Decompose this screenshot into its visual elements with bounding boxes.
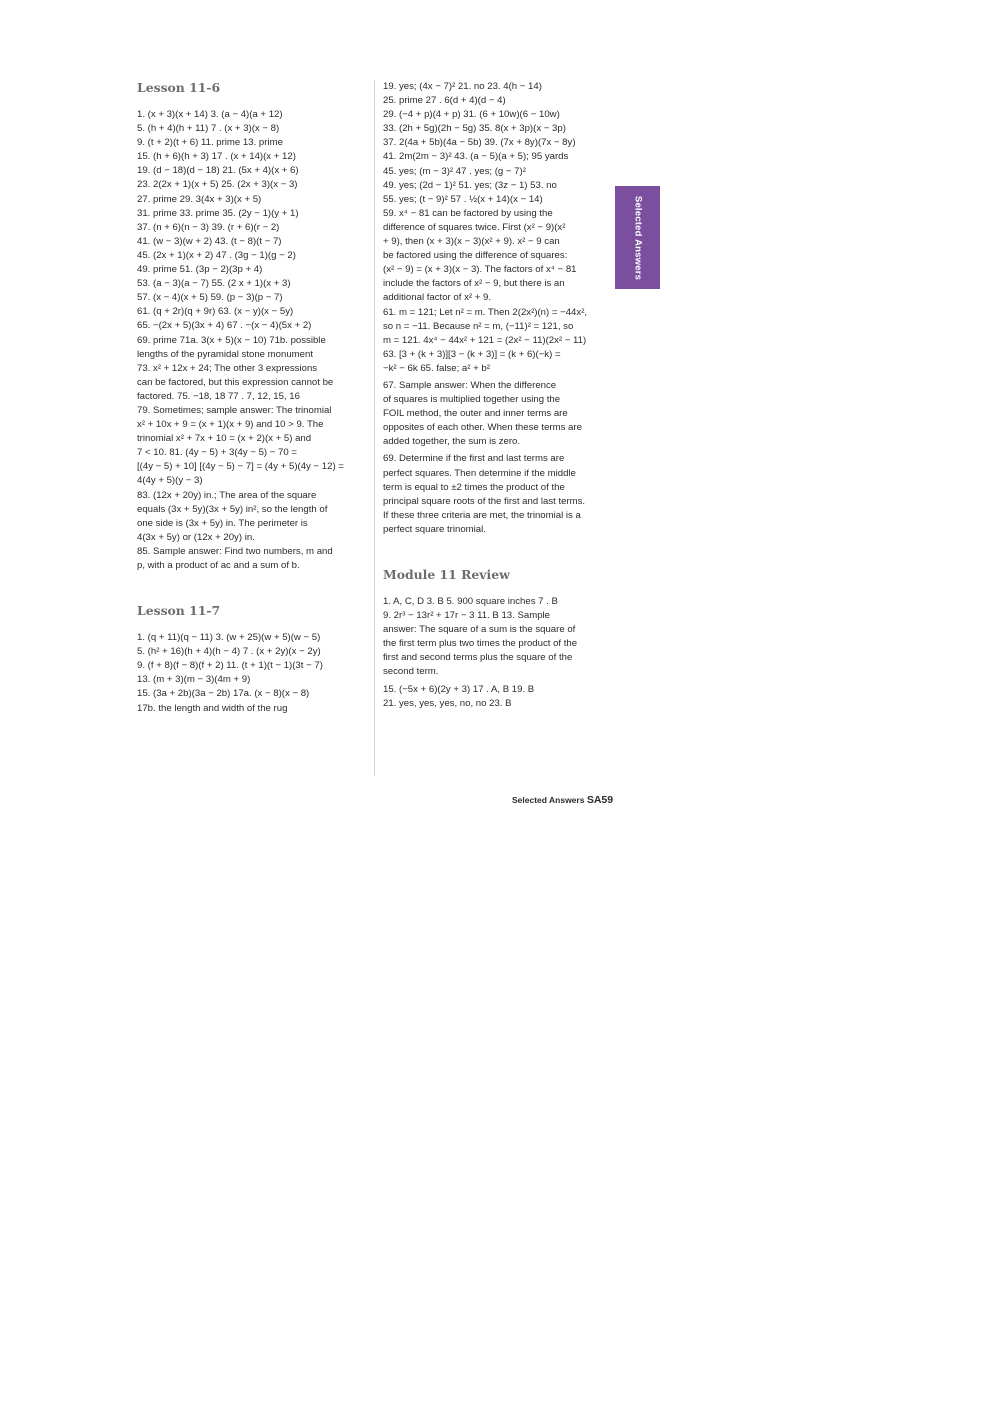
answer-line: 83. (12x + 20y) in.; The area of the square	[137, 489, 317, 501]
answer-line: first and second terms plus the square of the	[383, 652, 573, 664]
answer-line: 63. [3 + (k + 3)][3 − (k + 3)] = (k + 6)(−k) =	[383, 348, 561, 360]
right-column	[383, 80, 615, 711]
answer-line: 49. yes; (2d − 1)² 51. yes; (3z − 1) 53. no	[383, 179, 557, 191]
answer-line: 69. Determine if the first and last terms are	[383, 453, 565, 465]
answer-line: 55. yes; (t − 9)² 57 . ½(x + 14)(x − 14)	[383, 193, 543, 205]
column-divider	[374, 80, 375, 776]
answer-line: (x² − 9) = (x + 3)(x − 3). The factors of x⁴ − 81	[383, 264, 577, 276]
answer-line: the first term plus two times the product of the	[383, 638, 578, 650]
answer-line: 79. Sometimes; sample answer: The trinomial	[137, 404, 332, 416]
answer-line: m = 121. 4x⁴ − 44x² + 121 = (2x² − 11)(2x² − 11)	[383, 334, 587, 346]
answer-line: 45. (2x + 1)(x + 2) 47 . (3g − 1)(g − 2)	[137, 249, 296, 261]
answer-line: one side is (3x + 5y) in. The perimeter is	[137, 517, 308, 529]
answer-line: 69. prime 71a. 3(x + 5)(x − 10) 71b. possible	[137, 334, 326, 346]
answer-line: 4(3x + 5y) or (12x + 20y) in.	[137, 531, 255, 543]
answer-line: 41. 2m(2m − 3)² 43. (a − 5)(a + 5); 95 yards	[383, 151, 569, 163]
answer-line: 9. (t + 2)(t + 6) 11. prime 13. prime	[137, 137, 283, 149]
answer-line: 25. prime 27 . 6(d + 4)(d − 4)	[383, 95, 506, 107]
answer-line: 19. yes; (4x − 7)² 21. no 23. 4(h − 14)	[383, 81, 542, 92]
answer-line: second term.	[383, 666, 439, 678]
answer-line: answer: The square of a sum is the square of	[383, 624, 576, 636]
answer-line: 65. −(2x + 5)(3x + 4) 67 . −(x − 4)(5x + 2)	[137, 320, 312, 332]
answer-line: 17b. the length and width of the rug	[137, 702, 288, 714]
answer-line: difference of squares twice. First (x² − 9)(x²	[383, 221, 566, 233]
answer-line: 21. yes, yes, yes, no, no 23. B	[383, 697, 512, 709]
answer-line: 33. (2h + 5g)(2h − 5g) 35. 8(x + 3p)(x − 3p)	[383, 123, 566, 135]
answer-line: 59. x⁴ − 81 can be factored by using the	[383, 207, 553, 219]
lesson-11-7-answers-continued	[383, 80, 615, 376]
answer-line: can be factored, but this expression cannot be	[137, 376, 334, 388]
answer-line: trinomial x² + 7x + 10 = (x + 2)(x + 5) and	[137, 433, 312, 445]
answer-line: 37. (n + 6)(n − 3) 39. (r + 6)(r − 2)	[137, 221, 280, 233]
answer-line: 45. yes; (m − 3)² 47 . yes; (g − 7)²	[383, 165, 526, 177]
answer-line: 49. prime 51. (3p − 2)(3p + 4)	[137, 264, 263, 276]
answer-line: term is equal to ±2 times the product of the	[383, 481, 565, 493]
answer-line: equals (3x + 5y)(3x + 5y) in², so the length of	[137, 503, 328, 515]
answer-line: 13. (m + 3)(m − 3)(4m + 9)	[137, 674, 251, 686]
answer-line: 1. A, C, D 3. B 5. 900 square inches 7 . B	[383, 596, 558, 607]
answer-line: FOIL method, the outer and inner terms are	[383, 408, 568, 420]
answer-69	[383, 452, 615, 537]
module-11-review-heading: Module 11 Review	[383, 567, 510, 582]
answer-line: 7 < 10. 81. (4y − 5) + 3(4y − 5) − 70 =	[137, 447, 297, 459]
selected-answers-tab-label: Selected Answers	[632, 195, 643, 280]
lesson-11-6-heading: Lesson 11-6	[137, 80, 221, 95]
answer-line: 5. (h² + 16)(h + 4)(h − 4) 7 . (x + 2y)(x − 2y)	[137, 646, 321, 658]
lesson-11-7-answers	[137, 631, 365, 716]
answer-line: 1. (x + 3)(x + 14) 3. (a − 4)(a + 12)	[137, 109, 283, 120]
answer-line: 61. (q + 2r)(q + 9r) 63. (x − y)(x − 5y)	[137, 306, 294, 318]
answer-line: 4(4y + 5)(y − 3)	[137, 475, 203, 487]
page-footer	[512, 794, 613, 806]
answer-line: 9. (f + 8)(f − 8)(f + 2) 11. (t + 1)(t − 1)(3t − 7)	[137, 660, 323, 672]
lesson-11-7-heading: Lesson 11-7	[137, 603, 221, 619]
module-11-review-answers	[383, 595, 615, 680]
answer-line: be factored using the difference of squares:	[383, 250, 568, 262]
answer-line: [(4y − 5) + 10] [(4y − 5) − 7] = (4y + 5)(4y − 12) =	[137, 461, 344, 473]
answer-line: 53. (a − 3)(a − 7) 55. (2 x + 1)(x + 3)	[137, 278, 291, 290]
answer-line: factored. 75. −18, 18 77 . 7, 12, 15, 16	[137, 390, 300, 402]
answer-line: additional factor of x² + 9.	[383, 292, 491, 304]
answer-line: 67. Sample answer: When the difference	[383, 379, 557, 391]
answer-line: lengths of the pyramidal stone monument	[137, 348, 313, 360]
answer-line: 37. 2(4a + 5b)(4a − 5b) 39. (7x + 8y)(7x − 8y)	[383, 137, 576, 149]
answer-line: 41. (w − 3)(w + 2) 43. (t − 8)(t − 7)	[137, 235, 282, 247]
answer-line: 1. (q + 11)(q − 11) 3. (w + 25)(w + 5)(w − 5)	[137, 632, 321, 644]
left-column	[137, 80, 365, 716]
footer-label: Selected Answers	[512, 795, 585, 805]
answer-67	[383, 379, 615, 449]
answer-line: p, with a product of ac and a sum of b.	[137, 560, 300, 571]
answer-line: 15. (3a + 2b)(3a − 2b) 17a. (x − 8)(x − 8)	[137, 688, 310, 700]
answer-line: principal square roots of the first and last terms.	[383, 495, 586, 507]
lesson-11-6-answers	[137, 108, 365, 573]
answer-line: so n = −11. Because n² = m, (−11)² = 121, so	[383, 320, 574, 332]
answer-line: 5. (h + 4)(h + 11) 7 . (x + 3)(x − 8)	[137, 123, 280, 135]
answer-line: 19. (d − 18)(d − 18) 21. (5x + 4)(x + 6)	[137, 165, 299, 177]
answer-line: include the factors of x² − 9, but there is an	[383, 278, 565, 290]
answer-line: 85. Sample answer: Find two numbers, m and	[137, 545, 333, 557]
answer-line: 23. 2(2x + 1)(x + 5) 25. (2x + 3)(x − 3)	[137, 179, 298, 191]
answer-line: 15. (h + 6)(h + 3) 17 . (x + 14)(x + 12)	[137, 151, 296, 163]
answer-line: −k² − 6k 65. false; a² + b²	[383, 362, 490, 374]
answer-line: 27. prime 29. 3(4x + 3)(x + 5)	[137, 193, 262, 205]
answer-line: 57. (x − 4)(x + 5) 59. (p − 3)(p − 7)	[137, 292, 283, 304]
answer-line: perfect square trinomial.	[383, 523, 486, 535]
answer-line: 9. 2r³ − 13r² + 17r − 3 11. B 13. Sample	[383, 610, 551, 622]
answer-line: 61. m = 121; Let n² = m. Then 2(2x²)(n) = −44x²,	[383, 306, 588, 318]
answer-line: of squares is multiplied together using the	[383, 394, 561, 406]
selected-answers-tab	[615, 186, 660, 289]
answer-line: 31. prime 33. prime 35. (2y − 1)(y + 1)	[137, 207, 299, 219]
answer-line: opposites of each other. When these terms are	[383, 422, 582, 434]
answer-line: 15. (−5x + 6)(2y + 3) 17 . A, B 19. B	[383, 683, 535, 695]
module-11-review-answers-continued	[383, 683, 615, 711]
answer-line: perfect squares. Then determine if the middle	[383, 467, 576, 479]
answer-line: If these three criteria are met, the trinomial is a	[383, 509, 581, 521]
answer-line: 73. x² + 12x + 24; The other 3 expressions	[137, 362, 318, 374]
answer-line: added together, the sum is zero.	[383, 436, 521, 448]
page-number: SA59	[586, 794, 614, 806]
answer-line: x² + 10x + 9 = (x + 1)(x + 9) and 10 > 9. The	[137, 419, 324, 431]
answer-line: + 9), then (x + 3)(x − 3)(x² + 9). x² − 9 can	[383, 236, 560, 248]
answer-line: 29. (−4 + p)(4 + p) 31. (6 + 10w)(6 − 10w)	[383, 109, 560, 121]
